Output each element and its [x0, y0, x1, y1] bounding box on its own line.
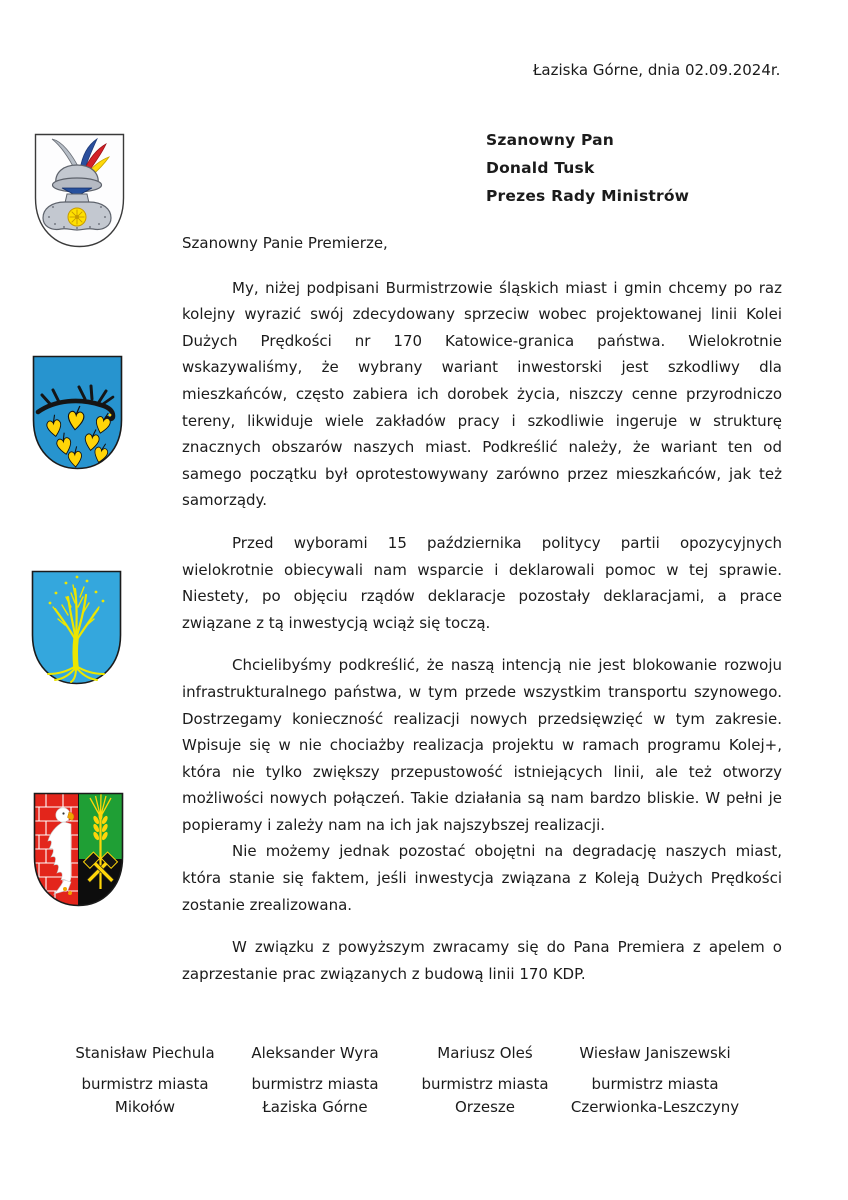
signer-name: Stanisław Piechula — [75, 1044, 215, 1062]
signer-city: Czerwionka-Leszczyny — [570, 1098, 740, 1116]
signature-block-orzesze — [400, 1042, 570, 1118]
salutation: Szanowny Panie Premierze, — [182, 234, 388, 252]
coat-of-arms-laziska-gorne — [29, 352, 126, 474]
coat-of-arms-orzesze — [28, 567, 125, 689]
laziska-gorne-coat-of-arms-icon — [29, 352, 126, 474]
signature-block-czerwionka-leszczyny — [570, 1042, 740, 1118]
recipient-honorific: Szanowny Pan — [486, 131, 615, 149]
czerwionka-leszczyny-coat-of-arms-icon — [30, 789, 127, 911]
signature-block-laziska-gorne — [230, 1042, 400, 1118]
signer-name: Mariusz Oleś — [437, 1044, 533, 1062]
paragraph-5: W związku z powyższym zwracamy się do Pana Premiera z apelem o zaprzestanie prac związanych z budową linii 170 KDP. — [182, 938, 782, 983]
signer-name: Wiesław Janiszewski — [579, 1044, 731, 1062]
recipient-block — [486, 126, 689, 210]
signer-name: Aleksander Wyra — [251, 1044, 379, 1062]
letter-body — [182, 230, 782, 1003]
coat-of-arms-czerwionka-leszczyny — [30, 789, 127, 911]
paragraph-2: Przed wyborami 15 października politycy partii opozycyjnych wielokrotnie obiecywali nam wsparcie i deklarowali pomoc w tej sprawie. Niestety, po objęciu rządów deklaracje pozostały deklaracjami, a prace związane z tą inwestycją wciąż się toczą. — [182, 533, 782, 632]
coat-of-arms-mikolow — [31, 130, 128, 252]
signer-title: burmistrz miasta — [251, 1075, 379, 1093]
signature-block-mikolow — [60, 1042, 230, 1118]
signer-city: Orzesze — [455, 1098, 515, 1116]
paragraph-4: Nie możemy jednak pozostać obojętni na degradację naszych miast, która stanie się faktem, jeśli inwestycja związana z Koleją Dużych Prędkości zostanie zrealizowana. — [182, 842, 782, 914]
paragraph-1: My, niżej podpisani Burmistrzowie śląskich miast i gmin chcemy po raz kolejny wyrazić swój zdecydowany sprzeciw wobec projektowanej linii Kolei Dużych Prędkości nr 170 Katowice-granica państwa. Wielokrotnie wskazywaliśmy, że wybrany wariant inwestorski jest szkodliwy dla mieszkańców, często zabiera ich dorobek życia, niszczy cenne przyrodniczo tereny, likwiduje wiele zakładów pracy i szkodliwie ingeruje w strukturę znacznych obszarów naszych miast. Podkreślić należy, że wariant ten od samego początku był oprotestowywany zarówno przez mieszkańców, jak też samorządy. — [182, 278, 782, 510]
recipient-name: Donald Tusk — [486, 159, 595, 177]
signer-title: burmistrz miasta — [81, 1075, 209, 1093]
orzesze-coat-of-arms-icon — [28, 567, 125, 689]
signature-row — [60, 1042, 740, 1118]
signer-title: burmistrz miasta — [421, 1075, 549, 1093]
signer-title: burmistrz miasta — [591, 1075, 719, 1093]
date-line: Łaziska Górne, dnia 02.09.2024r. — [533, 61, 781, 79]
signer-city: Łaziska Górne — [262, 1098, 368, 1116]
paragraph-3: Chcielibyśmy podkreślić, że naszą intencją nie jest blokowanie rozwoju infrastrukturalnego państwa, w tym przede wszystkim transportu szynowego. Dostrzegamy konieczność realizacji nowych przedsięwzięć w tym zakresie. Wpisuje się w nie chociażby realizacja projektu w ramach programu Kolej+, która nie tylko zwiększy przepustowość istniejących linii, ale też otworzy możliwości nowych połączeń. Takie działania są nam bardzo bliskie. W pełni je popieramy i zależy nam na ich jak najszybszej realizacji. — [182, 656, 782, 834]
recipient-role: Prezes Rady Ministrów — [486, 187, 690, 205]
mikolow-coat-of-arms-icon — [31, 130, 128, 252]
signer-city: Mikołów — [114, 1098, 176, 1116]
